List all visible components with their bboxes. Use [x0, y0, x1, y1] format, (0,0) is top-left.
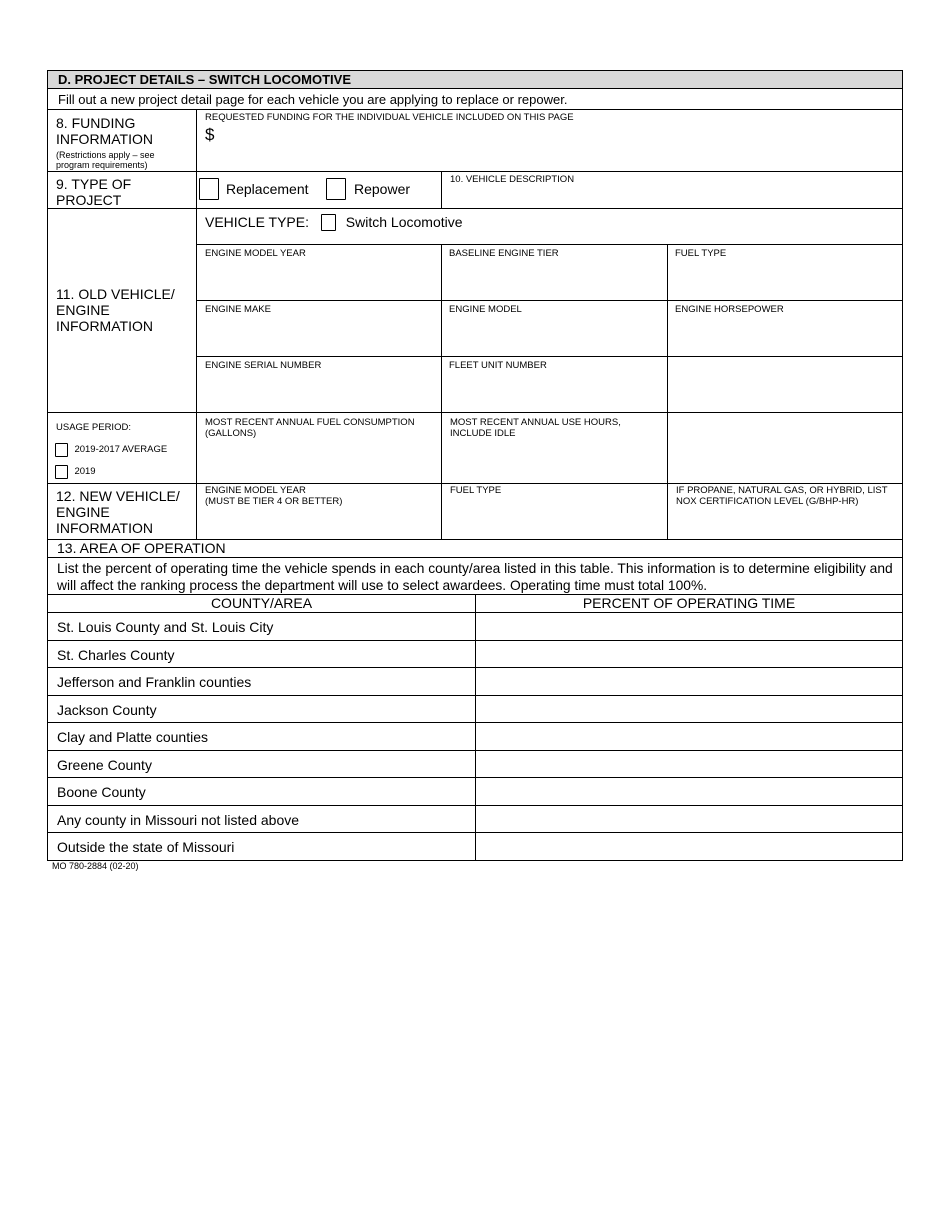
replacement-checkbox[interactable]: [199, 178, 219, 200]
project-type-options: [196, 172, 441, 208]
area-instruction-row: [47, 558, 903, 595]
nox-prefix-label: IF PROPANE, NATURAL GAS, OR HYBRID, LIST: [676, 485, 888, 496]
county-name: Greene County: [57, 756, 152, 773]
section-instruction: Fill out a new project detail page for each vehicle you are applying to replace or repower.: [58, 92, 568, 107]
engine-make-field[interactable]: ENGINE MAKE: [205, 304, 271, 315]
county-table: [47, 613, 903, 861]
new-vehicle-row: [47, 484, 903, 540]
old-vehicle-label-cell: [48, 209, 196, 412]
usage-row: [47, 413, 903, 484]
engine-serial-number-field[interactable]: ENGINE SERIAL NUMBER: [205, 360, 322, 371]
table-row: [47, 833, 903, 861]
percent-cell[interactable]: [475, 668, 902, 695]
county-name: Jefferson and Franklin counties: [57, 674, 252, 690]
use-hours-label: MOST RECENT ANNUAL USE HOURS, INCLUDE IDLE: [450, 417, 621, 439]
new-engine-model-year-field[interactable]: [196, 484, 441, 539]
engine-model-year-field[interactable]: ENGINE MODEL YEAR: [205, 248, 306, 259]
section-title: D. PROJECT DETAILS – SWITCH LOCOMOTIVE: [58, 72, 351, 87]
funding-row: [47, 110, 903, 172]
section-instruction-row: [47, 89, 903, 110]
funding-label-cell: [48, 110, 196, 171]
county-name: Boone County: [57, 784, 146, 800]
usage-2019-checkbox[interactable]: [55, 465, 68, 479]
county-name: Jackson County: [57, 701, 157, 718]
percent-cell[interactable]: [475, 778, 902, 805]
area-header-row: [47, 540, 903, 558]
funding-field-label: REQUESTED FUNDING FOR THE INDIVIDUAL VEHICLE INCLUDED ON THIS PAGE: [205, 112, 574, 123]
form-id: MO 780-2884 (02-20): [52, 861, 139, 871]
percent-cell[interactable]: [475, 723, 902, 750]
new-vehicle-label: 12. NEW VEHICLE/ ENGINE INFORMATION: [56, 488, 180, 536]
usage-period-cell: [48, 413, 196, 483]
area-instruction: List the percent of operating time the vehicle spends in each county/area listed in this table. This information is to determine eligibility and will affect the ranking process the department will use to select awardees. Operating time must total 100%.: [57, 561, 893, 593]
fuel-type-field[interactable]: FUEL TYPE: [675, 248, 727, 259]
county-name: St. Charles County: [57, 646, 175, 663]
new-engine-model-year-label: ENGINE MODEL YEAR: [205, 485, 306, 496]
new-engine-model-year-note: (MUST BE TIER 4 OR BETTER): [205, 496, 343, 507]
vehicle-type-line: [205, 214, 463, 231]
vehicle-description-label: 10. VEHICLE DESCRIPTION: [450, 174, 575, 185]
table-row: [47, 668, 903, 696]
section-header: [47, 70, 903, 89]
percent-cell[interactable]: [475, 613, 902, 640]
new-fuel-type-label: FUEL TYPE: [450, 485, 502, 496]
funding-note: (Restrictions apply – see program requirements): [56, 150, 155, 170]
county-name: Any county in Missouri not listed above: [57, 811, 300, 828]
area-label: 13. AREA OF OPERATION: [57, 540, 226, 556]
table-row: [47, 778, 903, 806]
percent-cell[interactable]: [475, 806, 902, 833]
county-name: Outside the state of Missouri: [57, 839, 235, 855]
old-vehicle-fields: [196, 209, 902, 412]
area-columns-header: [47, 595, 903, 613]
usage-average-checkbox[interactable]: [55, 443, 68, 457]
percent-cell[interactable]: [475, 751, 902, 778]
nox-certification-field[interactable]: [667, 484, 902, 539]
table-row: [47, 696, 903, 724]
fuel-consumption-field[interactable]: [196, 413, 441, 483]
project-type-row: [47, 172, 903, 209]
percent-cell[interactable]: [475, 696, 902, 723]
use-hours-field[interactable]: [441, 413, 667, 483]
percent-column-header: PERCENT OF OPERATING TIME: [475, 595, 902, 612]
old-vehicle-block: [47, 209, 903, 413]
switch-locomotive-label: Switch Locomotive: [345, 214, 463, 230]
repower-label: Repower: [354, 181, 411, 197]
usage-option-1: [55, 441, 196, 459]
usage-2019-label: 2019: [74, 466, 96, 478]
funding-label: 8. FUNDING INFORMATION: [56, 115, 153, 147]
vehicle-type-label: VEHICLE TYPE:: [205, 214, 310, 230]
project-details-form: [47, 70, 903, 861]
table-row: [47, 806, 903, 834]
table-row: [47, 613, 903, 641]
project-type-label: 9. TYPE OF PROJECT: [56, 176, 132, 208]
new-fuel-type-field[interactable]: [441, 484, 667, 539]
currency-symbol: $: [205, 125, 215, 144]
funding-amount-field[interactable]: [196, 110, 902, 171]
engine-model-field[interactable]: ENGINE MODEL: [449, 304, 522, 315]
replacement-label: Replacement: [226, 181, 309, 197]
usage-period-label: USAGE PERIOD:: [56, 422, 131, 433]
switch-locomotive-checkbox[interactable]: [321, 214, 336, 231]
old-vehicle-label: 11. OLD VEHICLE/ ENGINE INFORMATION: [56, 286, 175, 334]
vehicle-description-field[interactable]: [441, 172, 902, 208]
percent-cell[interactable]: [475, 641, 902, 668]
table-row: [47, 723, 903, 751]
usage-blank-cell: [667, 413, 902, 483]
repower-checkbox[interactable]: [326, 178, 346, 200]
county-column-header: COUNTY/AREA: [210, 595, 313, 611]
fleet-unit-number-field[interactable]: FLEET UNIT NUMBER: [449, 360, 547, 371]
usage-option-2: [55, 463, 196, 481]
engine-horsepower-field[interactable]: ENGINE HORSEPOWER: [675, 304, 784, 315]
usage-average-label: 2019-2017 AVERAGE: [74, 444, 168, 456]
new-vehicle-label-cell: [48, 484, 196, 539]
table-row: [47, 751, 903, 779]
county-name: St. Louis County and St. Louis City: [57, 619, 274, 635]
table-row: [47, 641, 903, 669]
project-type-label-cell: [48, 172, 196, 208]
percent-cell[interactable]: [475, 833, 902, 860]
fuel-consumption-label: MOST RECENT ANNUAL FUEL CONSUMPTION (GALLONS): [205, 417, 415, 439]
nox-certification-label: NOX CERTIFICATION LEVEL (G/BHP-HR): [676, 496, 859, 507]
baseline-engine-tier-field[interactable]: BASELINE ENGINE TIER: [449, 248, 559, 259]
county-name: Clay and Platte counties: [57, 729, 208, 745]
